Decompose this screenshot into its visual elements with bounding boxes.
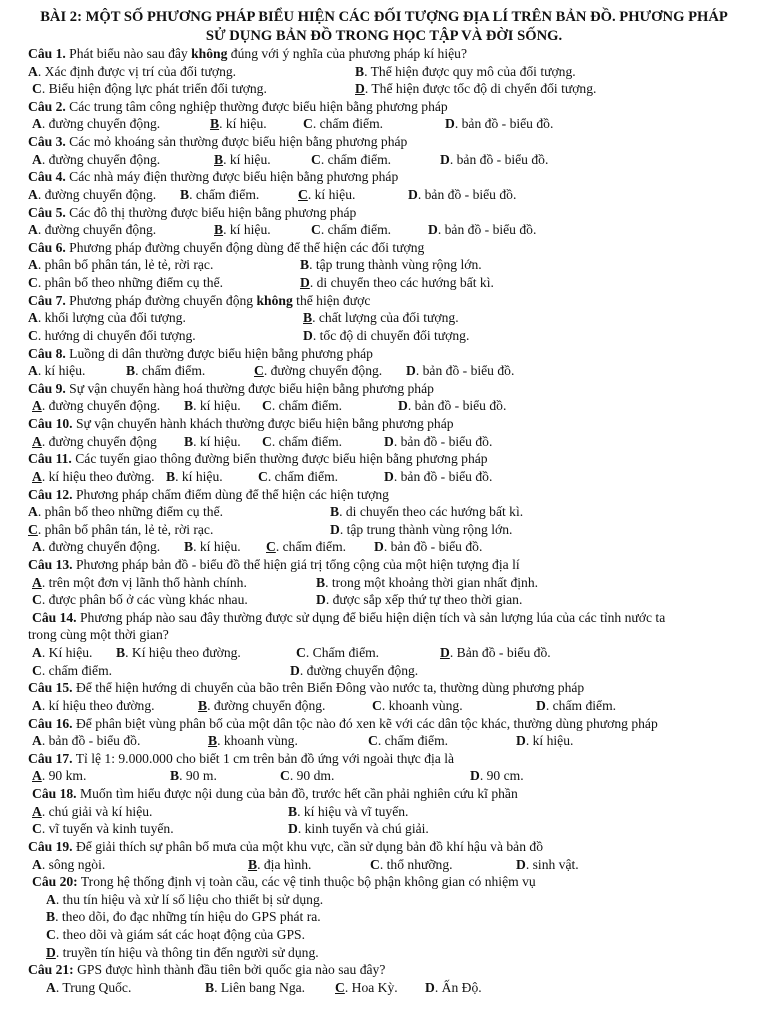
question-stem: Câu 11. Các tuyến giao thông đường biển thường được biểu hiện bằng phương pháp bbox=[28, 451, 488, 467]
answer-option: D. đường chuyển động. bbox=[290, 662, 419, 678]
option-letter: C bbox=[28, 521, 38, 537]
option-letter: A bbox=[46, 979, 56, 995]
option-letter: A bbox=[28, 257, 38, 273]
answer-option: B. trong một khoảng thời gian nhất định. bbox=[316, 574, 539, 590]
option-letter: B bbox=[184, 539, 194, 555]
option-letter: A bbox=[32, 856, 42, 872]
text-line bbox=[0, 538, 768, 556]
text-line bbox=[0, 679, 768, 697]
option-letter: C bbox=[258, 468, 268, 484]
option-letter: B bbox=[214, 151, 224, 167]
option-letter: D bbox=[46, 944, 56, 960]
document-title-line-1: BÀI 2: MỘT SỐ PHƯƠNG PHÁP BIỂU HIỆN CÁC ĐỐI TƯỢNG ĐỊA LÍ TRÊN BẢN ĐỒ. PHƯƠNG PHÁP bbox=[40, 9, 728, 25]
question-number: Câu 18. bbox=[32, 786, 77, 802]
text-line bbox=[0, 750, 768, 768]
text-line bbox=[0, 574, 768, 592]
option-letter: B bbox=[46, 909, 56, 925]
question-stem: Câu 15. Để thể hiện hướng di chuyển của bão trên Biển Đông vào nước ta, thường dùng phương pháp bbox=[28, 680, 585, 696]
text-line bbox=[0, 168, 768, 186]
option-letter: A bbox=[32, 768, 42, 784]
text-line bbox=[0, 309, 768, 327]
option-letter: A bbox=[28, 504, 38, 520]
option-letter: B bbox=[180, 186, 190, 202]
text-line bbox=[0, 274, 768, 292]
text-line bbox=[0, 856, 768, 874]
question-stem: Câu 17. Tỉ lệ 1: 9.000.000 cho biết 1 cm trên bản đồ ứng với ngoài thực địa là bbox=[28, 750, 455, 766]
option-letter: A bbox=[28, 186, 38, 202]
question-number: Câu 13. bbox=[28, 556, 73, 572]
option-letter: C bbox=[311, 222, 321, 238]
answer-option: B. địa hình. bbox=[248, 856, 312, 872]
question-stem: Câu 8. Luồng di dân thường được biểu hiện bằng phương pháp bbox=[28, 345, 373, 361]
text-line bbox=[0, 151, 768, 169]
option-letter: A bbox=[32, 398, 42, 414]
answer-option: C. chấm điểm. bbox=[311, 222, 392, 238]
option-letter: B bbox=[210, 116, 220, 132]
text-line bbox=[0, 45, 768, 63]
text-line bbox=[0, 820, 768, 838]
option-letter: A bbox=[32, 468, 42, 484]
answer-option: A. thu tín hiệu và xử lí số liệu cho thiết bị sử dụng. bbox=[46, 891, 324, 907]
option-letter: D bbox=[425, 979, 435, 995]
text-line bbox=[0, 133, 768, 151]
question-number: Câu 5. bbox=[28, 204, 66, 220]
option-letter: C bbox=[368, 733, 378, 749]
question-stem: Câu 16. Để phân biệt vùng phân bố của một dân tộc nào đó xen kẽ với các dân tộc khác, thường dùng phương pháp bbox=[28, 715, 658, 731]
question-stem: Câu 3. Các mỏ khoáng sản thường được biểu hiện bằng phương pháp bbox=[28, 134, 408, 150]
option-letter: A bbox=[32, 116, 42, 132]
option-letter: D bbox=[316, 592, 326, 608]
question-number: Câu 4. bbox=[28, 169, 66, 185]
question-stem: Câu 6. Phương pháp đường chuyển động dùng để thể hiện các đối tượng bbox=[28, 239, 425, 255]
question-stem: Câu 9. Sự vận chuyển hàng hoá thường được biểu hiện bằng phương pháp bbox=[28, 380, 434, 396]
text-line bbox=[0, 221, 768, 239]
question-number: Câu 19. bbox=[28, 838, 73, 854]
question-stem: Câu 14. Phương pháp nào sau đây thường được sử dụng để biểu hiện diện tích và sản lượng lúa của các tỉnh nước ta bbox=[32, 609, 666, 625]
option-letter: C bbox=[32, 662, 42, 678]
option-letter: A bbox=[32, 539, 42, 555]
text-line bbox=[0, 397, 768, 415]
answer-option: A. đường chuyển động. bbox=[32, 398, 161, 414]
text-line bbox=[0, 891, 768, 909]
text-line bbox=[0, 415, 768, 433]
text-line bbox=[0, 433, 768, 451]
option-letter: A bbox=[46, 891, 56, 907]
answer-option: D. sinh vật. bbox=[516, 856, 579, 872]
option-letter: A bbox=[32, 697, 42, 713]
option-letter: A bbox=[32, 433, 42, 449]
option-letter: D bbox=[445, 116, 455, 132]
question-stem: Câu 4. Các nhà máy điện thường được biểu hiện bằng phương pháp bbox=[28, 169, 399, 185]
question-stem: Câu 19. Để giải thích sự phân bố mưa của một khu vực, cần sử dụng bản đồ khí hậu và bản đồ bbox=[28, 838, 543, 854]
option-letter: C bbox=[262, 398, 272, 414]
option-letter: C bbox=[262, 433, 272, 449]
option-letter: B bbox=[300, 257, 310, 273]
option-letter: D bbox=[516, 856, 526, 872]
answer-option: C. theo dõi và giám sát các hoạt động của GPS. bbox=[46, 927, 305, 942]
text-line bbox=[0, 450, 768, 468]
question-text: trong cùng một thời gian? bbox=[28, 627, 169, 643]
option-letter: B bbox=[316, 574, 326, 590]
text-line bbox=[0, 732, 768, 750]
answer-option: B. chấm điểm. bbox=[180, 186, 260, 202]
question-stem: Câu 12. Phương pháp chấm điểm dùng để thể hiện các hiện tượng bbox=[28, 486, 389, 502]
text-line bbox=[0, 697, 768, 715]
answer-option: C. kí hiệu. bbox=[298, 186, 356, 202]
option-letter: C bbox=[298, 186, 308, 202]
text-line bbox=[0, 715, 768, 733]
question-number: Câu 8. bbox=[28, 345, 66, 361]
answer-option: C. thổ nhưỡng. bbox=[370, 856, 453, 872]
answer-option: B. Thể hiện được quy mô của đối tượng. bbox=[355, 63, 576, 79]
question-number: Câu 17. bbox=[28, 750, 73, 766]
answer-option: D. di chuyển theo các hướng bất kì. bbox=[300, 275, 494, 291]
answer-option: B. chất lượng của đối tượng. bbox=[303, 310, 459, 326]
option-letter: B bbox=[116, 645, 126, 661]
answer-option: A. đường chuyển động. bbox=[28, 186, 157, 202]
text-line bbox=[0, 521, 768, 539]
text-line bbox=[0, 362, 768, 380]
answer-option: A. kí hiệu theo đường. bbox=[32, 468, 155, 484]
option-letter: D bbox=[408, 186, 418, 202]
option-letter: C bbox=[370, 856, 380, 872]
text-line bbox=[0, 785, 768, 803]
answer-option: A. chú giải và kí hiệu. bbox=[32, 803, 153, 819]
option-letter: D bbox=[440, 645, 450, 661]
question-number: Câu 11. bbox=[28, 451, 72, 467]
question-number: Câu 7. bbox=[28, 292, 66, 308]
option-letter: C bbox=[296, 645, 306, 661]
option-letter: B bbox=[288, 803, 298, 819]
option-letter: B bbox=[184, 398, 194, 414]
question-number: Câu 16. bbox=[28, 715, 73, 731]
question-stem: Câu 18. Muốn tìm hiểu được nội dung của bản đồ, trước hết cần phải nghiên cứu kĩ phần bbox=[32, 786, 518, 802]
option-letter: B bbox=[330, 504, 340, 520]
text-line bbox=[0, 803, 768, 821]
answer-option: D. kí hiệu. bbox=[516, 733, 574, 749]
answer-option: C. đường chuyển động. bbox=[254, 363, 383, 379]
answer-option: B. kí hiệu và vĩ tuyến. bbox=[288, 803, 409, 819]
answer-option: C. chấm điểm. bbox=[303, 116, 384, 132]
option-letter: C bbox=[46, 927, 56, 942]
question-number: Câu 6. bbox=[28, 239, 66, 255]
text-line bbox=[0, 662, 768, 680]
answer-option: B. đường chuyển động. bbox=[198, 697, 326, 713]
text-line bbox=[0, 63, 768, 81]
answer-option: D. bản đồ - biểu đồ. bbox=[408, 186, 517, 202]
text-line bbox=[0, 256, 768, 274]
option-letter: D bbox=[303, 327, 313, 343]
text-line bbox=[0, 609, 768, 627]
option-letter: C bbox=[254, 363, 264, 379]
answer-option: C. chấm điểm. bbox=[262, 398, 343, 414]
option-letter: D bbox=[470, 768, 480, 784]
answer-option: A. phân bố theo những điểm cụ thể. bbox=[28, 504, 224, 520]
text-line bbox=[0, 838, 768, 856]
option-letter: A bbox=[28, 222, 38, 238]
option-letter: B bbox=[248, 856, 258, 872]
answer-option: C. chấm điểm. bbox=[262, 433, 343, 449]
answer-option: A. Kí hiệu. bbox=[32, 645, 93, 661]
answer-option: C. phân bố theo những điểm cụ thể. bbox=[28, 275, 224, 291]
answer-option: D. kinh tuyến và chú giải. bbox=[288, 821, 429, 837]
answer-option: D. Ấn Độ. bbox=[425, 979, 482, 995]
answer-option: A. đường chuyển động. bbox=[32, 151, 161, 167]
option-letter: C bbox=[32, 81, 42, 97]
option-letter: D bbox=[300, 275, 310, 291]
text-line bbox=[0, 556, 768, 574]
question-number: Câu 3. bbox=[28, 134, 66, 150]
question-number: Câu 21: bbox=[28, 962, 74, 978]
option-letter: A bbox=[32, 645, 42, 661]
option-letter: A bbox=[28, 363, 38, 379]
option-letter: C bbox=[372, 697, 382, 713]
option-letter: C bbox=[28, 327, 38, 343]
answer-option: A. 90 km. bbox=[32, 768, 87, 784]
answer-option: D. 90 cm. bbox=[470, 768, 524, 784]
question-number: Câu 20: bbox=[32, 874, 78, 890]
text-line bbox=[0, 591, 768, 609]
option-letter: B bbox=[214, 222, 224, 238]
answer-option: B. kí hiệu. bbox=[214, 151, 271, 167]
option-letter: B bbox=[205, 979, 215, 995]
option-letter: D bbox=[428, 222, 438, 238]
answer-option: C. chấm điểm. bbox=[266, 539, 347, 555]
question-number: Câu 1. bbox=[28, 46, 66, 61]
option-letter: A bbox=[28, 63, 38, 79]
answer-option: C. chấm điểm. bbox=[32, 662, 113, 678]
answer-option: D. Bản đồ - biểu đồ. bbox=[440, 645, 551, 661]
option-letter: C bbox=[303, 116, 313, 132]
option-letter: C bbox=[280, 768, 290, 784]
document-title-line-2: SỬ DỤNG BẢN ĐỒ TRONG HỌC TẬP VÀ ĐỜI SỐNG. bbox=[205, 28, 563, 44]
option-letter: A bbox=[32, 151, 42, 167]
answer-option: B. kí hiệu. bbox=[210, 116, 267, 132]
question-number: Câu 9. bbox=[28, 380, 66, 396]
option-letter: D bbox=[355, 81, 365, 97]
answer-option: D. bản đồ - biểu đồ. bbox=[384, 433, 493, 449]
option-letter: D bbox=[288, 821, 298, 837]
text-line bbox=[0, 239, 768, 257]
text-line bbox=[0, 767, 768, 785]
text-line bbox=[0, 944, 768, 962]
option-letter: B bbox=[184, 433, 194, 449]
answer-option: A. đường chuyển động bbox=[32, 433, 157, 449]
option-letter: C bbox=[266, 539, 276, 555]
option-letter: D bbox=[398, 398, 408, 414]
option-letter: D bbox=[374, 539, 384, 555]
answer-option: D. được sắp xếp thứ tự theo thời gian. bbox=[316, 592, 523, 608]
option-letter: A bbox=[32, 733, 42, 749]
answer-option: D. chấm điểm. bbox=[536, 697, 617, 713]
option-letter: B bbox=[208, 733, 218, 749]
answer-option: D. tập trung thành vùng rộng lớn. bbox=[330, 521, 513, 537]
answer-option: D. bản đồ - biểu đồ. bbox=[440, 151, 549, 167]
text-line bbox=[0, 292, 768, 310]
answer-option: B. Liên bang Nga. bbox=[205, 979, 306, 995]
question-number: Câu 14. bbox=[32, 609, 77, 625]
answer-option: D. bản đồ - biểu đồ. bbox=[398, 398, 507, 414]
text-line bbox=[0, 873, 768, 891]
answer-option: B. kí hiệu. bbox=[214, 222, 271, 238]
answer-option: D. tốc độ di chuyển đối tượng. bbox=[303, 327, 470, 343]
text-line bbox=[0, 468, 768, 486]
answer-option: B. tập trung thành vùng rộng lớn. bbox=[300, 257, 482, 273]
question-number: Câu 2. bbox=[28, 98, 66, 114]
text-line bbox=[0, 204, 768, 222]
option-letter: B bbox=[166, 468, 176, 484]
text-line bbox=[0, 908, 768, 926]
option-letter: C bbox=[32, 821, 42, 837]
answer-option: C. vĩ tuyến và kinh tuyến. bbox=[32, 821, 174, 837]
answer-option: B. kí hiệu. bbox=[184, 539, 241, 555]
text-line bbox=[0, 80, 768, 98]
answer-option: B. theo dõi, đo đạc những tín hiệu do GPS phát ra. bbox=[46, 909, 321, 925]
answer-option: C. phân bố phân tán, lẻ tẻ, rời rạc. bbox=[28, 521, 214, 537]
answer-option: C. chấm điểm. bbox=[258, 468, 339, 484]
text-line bbox=[0, 979, 768, 997]
text-line bbox=[0, 345, 768, 363]
option-letter: B bbox=[126, 363, 136, 379]
answer-option: D. bản đồ - biểu đồ. bbox=[445, 116, 554, 132]
answer-option: C. chấm điểm. bbox=[368, 733, 449, 749]
answer-option: D. bản đồ - biểu đồ. bbox=[374, 539, 483, 555]
text-line bbox=[0, 926, 768, 944]
option-letter: D bbox=[384, 468, 394, 484]
text-line bbox=[0, 486, 768, 504]
emphasis-word: không bbox=[256, 292, 293, 308]
answer-option: C. Hoa Kỳ. bbox=[335, 979, 398, 995]
question-stem: Câu 10. Sự vận chuyển hành khách thường được biểu hiện bằng phương pháp bbox=[28, 416, 454, 432]
option-letter: B bbox=[198, 697, 208, 713]
question-stem: Câu 20: Trong hệ thống định vị toàn cầu, các vệ tinh thuộc bộ phận không gian có nhiệm vụ bbox=[32, 874, 536, 890]
answer-option: B. chấm điểm. bbox=[126, 363, 206, 379]
option-letter: B bbox=[355, 63, 365, 79]
question-number: Câu 15. bbox=[28, 680, 73, 696]
answer-option: A. đường chuyển động. bbox=[32, 539, 161, 555]
answer-option: B. kí hiệu. bbox=[166, 468, 223, 484]
answer-option: D. truyền tín hiệu và thông tin đến người sử dụng. bbox=[46, 944, 319, 960]
question-stem: Câu 13. Phương pháp bản đồ - biểu đồ thể hiện giá trị tổng cộng của một hiện tượng địa lí bbox=[28, 556, 520, 572]
question-stem: Câu 1. Phát biểu nào sau đây không đúng với ý nghĩa của phương pháp kí hiệu? bbox=[28, 46, 467, 61]
option-letter: D bbox=[330, 521, 340, 537]
text-line bbox=[0, 98, 768, 116]
answer-option: B. khoanh vùng. bbox=[208, 733, 298, 749]
answer-option: C. Biểu hiện động lực phát triển đối tượng. bbox=[32, 81, 267, 97]
answer-option: A. kí hiệu. bbox=[28, 363, 86, 379]
answer-option: A. bản đồ - biểu đồ. bbox=[32, 733, 141, 749]
answer-option: A. Xác định được vị trí của đối tượng. bbox=[28, 63, 237, 79]
option-letter: D bbox=[384, 433, 394, 449]
question-number: Câu 10. bbox=[28, 416, 73, 432]
text-line bbox=[0, 186, 768, 204]
answer-option: C. khoanh vùng. bbox=[372, 697, 463, 713]
option-letter: B bbox=[303, 310, 313, 326]
text-line bbox=[0, 961, 768, 979]
text-line bbox=[0, 380, 768, 398]
answer-option: A. phân bố phân tán, lẻ tẻ, rời rạc. bbox=[28, 257, 214, 273]
answer-option: A. kí hiệu theo đường. bbox=[32, 697, 155, 713]
text-line bbox=[0, 626, 768, 644]
emphasis-word: không bbox=[191, 46, 228, 61]
answer-option: B. kí hiệu. bbox=[184, 433, 241, 449]
option-letter: D bbox=[440, 151, 450, 167]
option-letter: C bbox=[32, 592, 42, 608]
option-letter: B bbox=[170, 768, 180, 784]
option-letter: D bbox=[406, 363, 416, 379]
answer-option: A. đường chuyển động. bbox=[28, 222, 157, 238]
answer-option: C. chấm điểm. bbox=[311, 151, 392, 167]
option-letter: C bbox=[311, 151, 321, 167]
answer-option: B. kí hiệu. bbox=[184, 398, 241, 414]
text-line bbox=[0, 644, 768, 662]
answer-option: B. 90 m. bbox=[170, 768, 217, 784]
option-letter: D bbox=[290, 662, 300, 678]
answer-option: C. được phân bố ở các vùng khác nhau. bbox=[32, 592, 248, 608]
option-letter: C bbox=[28, 275, 38, 291]
answer-option: D. bản đồ - biểu đồ. bbox=[384, 468, 493, 484]
answer-option: A. Trung Quốc. bbox=[46, 979, 132, 995]
option-letter: C bbox=[335, 979, 345, 995]
text-line bbox=[0, 327, 768, 345]
question-stem: Câu 2. Các trung tâm công nghiệp thường được biểu hiện bằng phương pháp bbox=[28, 98, 448, 114]
text-line bbox=[0, 503, 768, 521]
option-letter: A bbox=[28, 310, 38, 326]
answer-option: A. khối lượng của đối tượng. bbox=[28, 310, 186, 326]
answer-option: D. bản đồ - biểu đồ. bbox=[406, 363, 515, 379]
answer-option: C. 90 dm. bbox=[280, 768, 335, 784]
answer-option: B. Kí hiệu theo đường. bbox=[116, 645, 241, 661]
answer-option: C. hướng di chuyển đối tượng. bbox=[28, 327, 196, 343]
answer-option: A. đường chuyển động. bbox=[32, 116, 161, 132]
question-stem: Câu 5. Các đô thị thường được biểu hiện bằng phương pháp bbox=[28, 204, 357, 220]
answer-option: D. bản đồ - biểu đồ. bbox=[428, 222, 537, 238]
answer-option: B. di chuyển theo các hướng bất kì. bbox=[330, 504, 524, 520]
question-number: Câu 12. bbox=[28, 486, 73, 502]
answer-option: A. sông ngòi. bbox=[32, 856, 106, 872]
question-stem: Câu 21: GPS được hình thành đầu tiên bởi quốc gia nào sau đây? bbox=[28, 962, 386, 978]
option-letter: A bbox=[32, 574, 42, 590]
text-line bbox=[0, 115, 768, 133]
answer-option: D. Thể hiện được tốc độ di chyển đối tượng. bbox=[355, 81, 597, 97]
option-letter: A bbox=[32, 803, 42, 819]
answer-option: A. trên một đơn vị lãnh thổ hành chính. bbox=[32, 574, 247, 590]
question-stem: Câu 7. Phương pháp đường chuyển động không thể hiện được bbox=[28, 292, 371, 308]
option-letter: D bbox=[516, 733, 526, 749]
answer-option: C. Chấm điểm. bbox=[296, 645, 380, 661]
option-letter: D bbox=[536, 697, 546, 713]
